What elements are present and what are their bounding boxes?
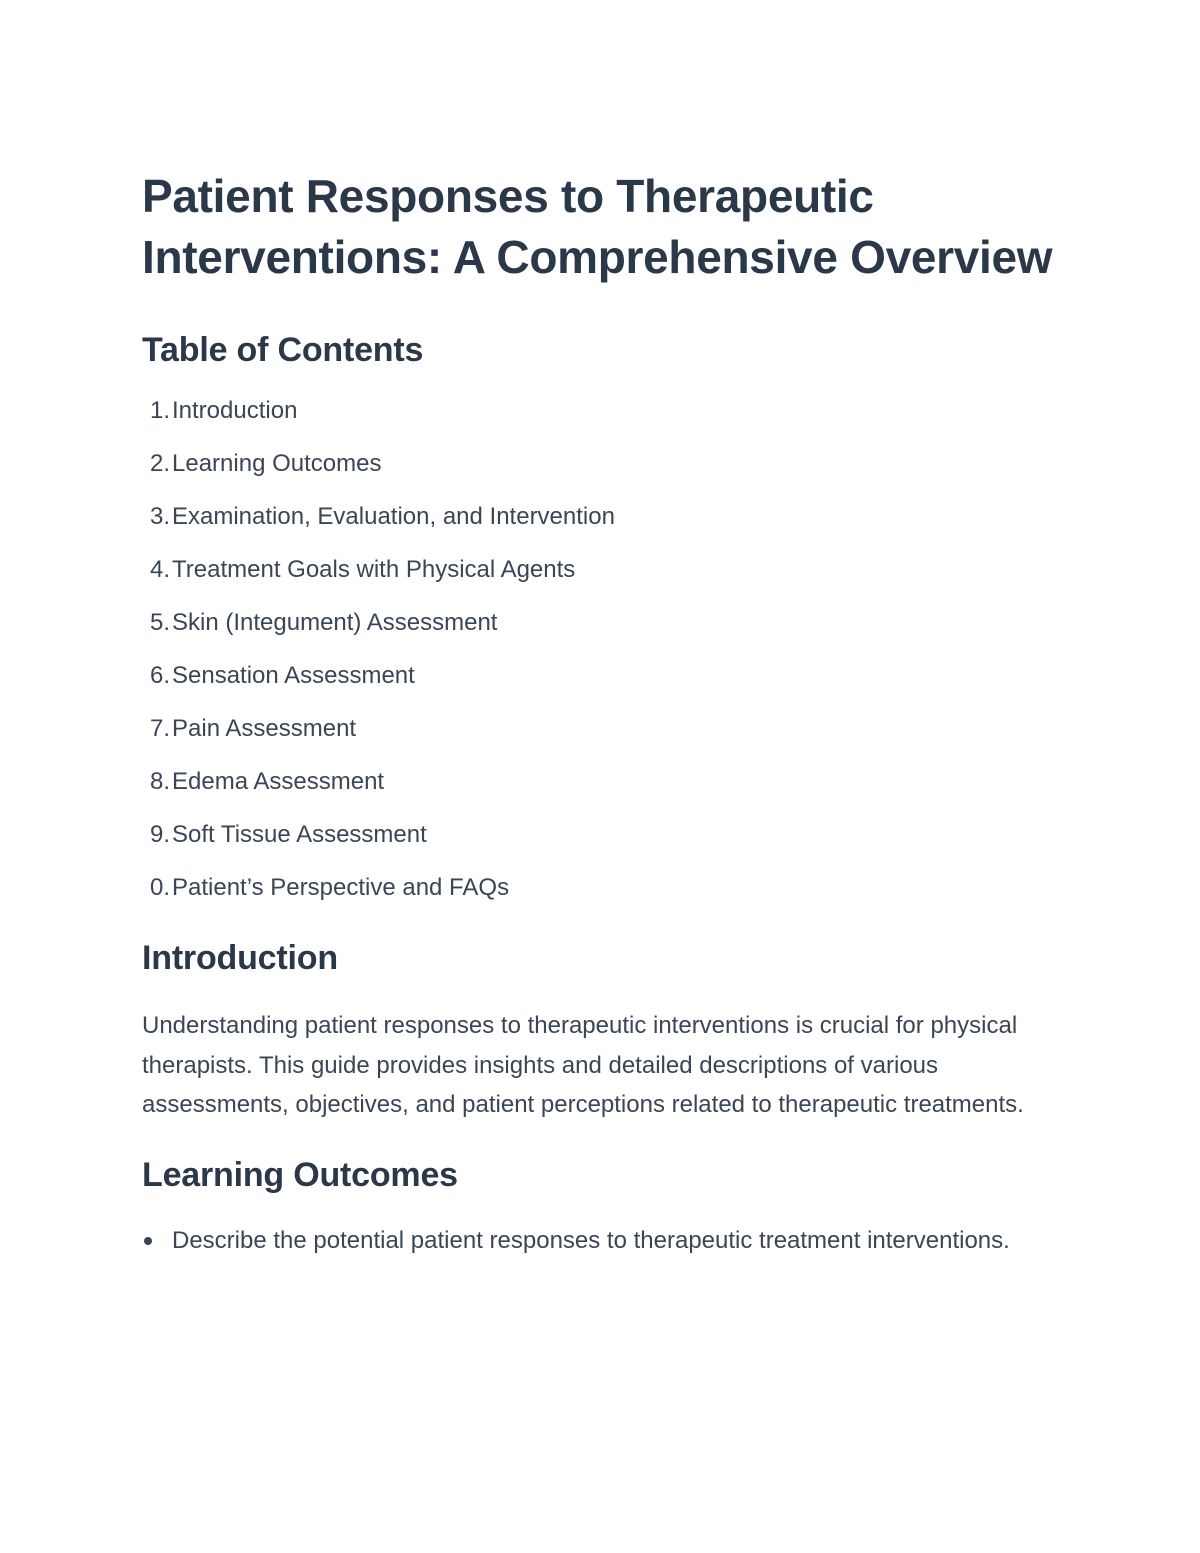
toc-item-label: Soft Tissue Assessment: [172, 821, 427, 848]
document-title: Patient Responses to Therapeutic Interventions: A Comprehensive Overview: [142, 170, 1053, 283]
toc-item-number: 7.: [149, 715, 170, 742]
toc-item-number: 0.: [149, 874, 170, 901]
introduction-heading: Introduction: [142, 939, 338, 977]
toc-list: [142, 396, 1072, 926]
toc-item-label: Introduction: [172, 397, 298, 424]
learning-outcome-text: Describe the potential patient responses to therapeutic treatment interventions.: [172, 1226, 1010, 1254]
toc-item: [142, 502, 1072, 555]
toc-item-number: 6.: [149, 662, 170, 689]
toc-item: [142, 661, 1072, 714]
bullet-icon: [144, 1237, 152, 1245]
toc-item-number: 4.: [149, 556, 170, 583]
toc-item-number: 2.: [149, 450, 170, 477]
toc-item-label: Skin (Integument) Assessment: [172, 609, 498, 636]
toc-item: [142, 767, 1072, 820]
toc-item-label: Patient’s Perspective and FAQs: [172, 874, 510, 901]
toc-item: [142, 608, 1072, 661]
document-page: [142, 166, 1072, 1260]
toc-item-label: Pain Assessment: [172, 715, 357, 742]
toc-item-label: Learning Outcomes: [172, 450, 382, 477]
toc-item-number: 8.: [149, 768, 170, 795]
toc-heading: Table of Contents: [142, 331, 424, 369]
toc-item-label: Treatment Goals with Physical Agents: [172, 556, 576, 583]
toc-item-label: Edema Assessment: [172, 768, 385, 795]
toc-item-number: 9.: [149, 821, 170, 848]
learning-outcomes-heading: Learning Outcomes: [142, 1155, 458, 1194]
toc-item-label: Examination, Evaluation, and Intervention: [172, 503, 615, 530]
learning-outcomes-list: [142, 1221, 1072, 1261]
toc-item-number: 1.: [149, 397, 170, 424]
toc-item: [142, 449, 1072, 502]
toc-item: [142, 555, 1072, 608]
toc-item: [142, 714, 1072, 767]
toc-item-number: 3.: [149, 503, 170, 530]
introduction-paragraph: Understanding patient responses to therapeutic interventions is crucial for physical therapists. This guide provides insights and detailed descriptions of various assessments, objectives, and patient perceptions related to therapeutic treatments.: [142, 1012, 1024, 1118]
toc-item: [142, 396, 1072, 449]
toc-item-number: 5.: [149, 609, 170, 636]
learning-outcome-item: [142, 1221, 1052, 1261]
toc-item: [142, 820, 1072, 873]
toc-item-label: Sensation Assessment: [172, 662, 415, 689]
toc-item: [142, 873, 1072, 926]
